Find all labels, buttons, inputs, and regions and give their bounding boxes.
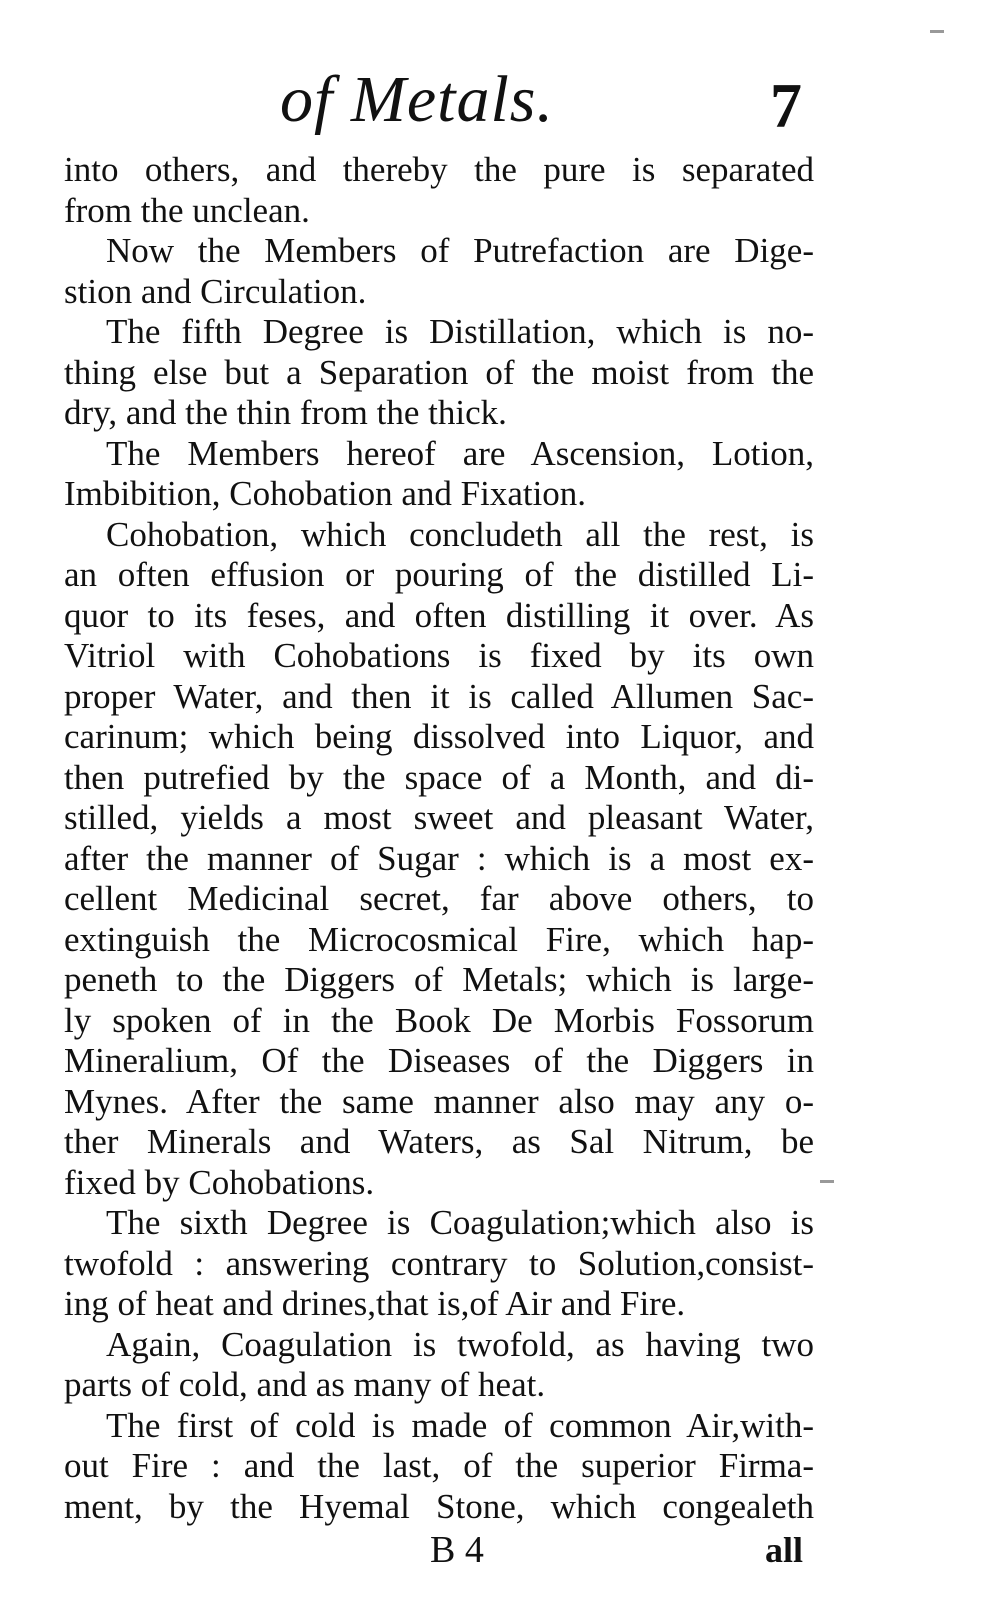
text-line: Again, Coagulation is twofold, as having two — [106, 1324, 814, 1364]
text-line: parts of cold, and as many of heat. — [64, 1365, 546, 1404]
text-line: proper Water, and then it is called Allumen Sac- — [64, 676, 814, 716]
text-line: then putrefied by the space of a Month, and di- — [64, 757, 814, 797]
text-line: Imbibition, Cohobation and Fixation. — [64, 474, 587, 513]
text-line: stilled, yields a most sweet and pleasant Water, — [64, 798, 814, 837]
text-line: from the unclean. — [64, 190, 310, 230]
text-line: into others, and thereby the pure is separated — [64, 150, 814, 189]
text-line: Cohobation, which concludeth all the rest, is — [106, 514, 814, 554]
body-text — [64, 150, 814, 1527]
text-line: cellent Medicinal secret, far above others, to — [64, 879, 814, 918]
margin-speck — [930, 30, 944, 33]
text-line: fixed by Cohobations. — [64, 1162, 375, 1202]
text-line: ther Minerals and Waters, as Sal Nitrum, be — [64, 1122, 814, 1161]
text-line: Mynes. After the same manner also may any o- — [64, 1081, 814, 1121]
text-line: The first of cold is made of common Air,with- — [106, 1405, 814, 1445]
text-line: thing else but a Separation of the moist from the — [64, 352, 814, 392]
text-line: after the manner of Sugar : which is a most ex- — [64, 838, 814, 878]
catchword: all — [765, 1530, 804, 1570]
text-line: extinguish the Microcosmical Fire, which hap- — [64, 919, 814, 959]
text-line: peneth to the Diggers of Metals; which is large- — [64, 960, 814, 999]
running-title: of Metals. — [280, 63, 554, 136]
text-line: Now the Members of Putrefaction are Dige- — [106, 231, 814, 270]
text-line: The Members hereof are Ascension, Lotion, — [106, 433, 814, 473]
text-line: ment, by the Hyemal Stone, which congealeth — [64, 1486, 814, 1526]
text-line: carinum; which being dissolved into Liquor, and — [64, 717, 814, 756]
text-line: ly spoken of in the Book De Morbis Fossorum — [64, 1000, 814, 1040]
signature-mark: B 4 — [430, 1529, 484, 1571]
text-line: Vitriol with Cohobations is fixed by its own — [64, 636, 814, 675]
text-line: an often effusion or pouring of the distilled Li- — [64, 555, 814, 594]
text-line: The sixth Degree is Coagulation;which also is — [106, 1203, 814, 1242]
text-line: ing of heat and drines,that is,of Air and Fire. — [64, 1284, 686, 1323]
page-number: 7 — [770, 70, 802, 141]
text-line: The fifth Degree is Distillation, which is no- — [106, 312, 814, 351]
page-footer — [0, 1525, 1000, 1585]
text-line: quor to its feses, and often distilling it over. As — [64, 595, 814, 635]
text-line: dry, and the thin from the thick. — [64, 393, 507, 432]
text-line: twofold : answering contrary to Solution,consist- — [64, 1243, 814, 1283]
margin-speck — [820, 1180, 834, 1183]
text-line: out Fire : and the last, of the superior Firma- — [64, 1446, 814, 1485]
page-header — [0, 60, 1000, 150]
text-line: Mineralium, Of the Diseases of the Diggers in — [64, 1041, 814, 1080]
text-line: stion and Circulation. — [64, 271, 367, 311]
